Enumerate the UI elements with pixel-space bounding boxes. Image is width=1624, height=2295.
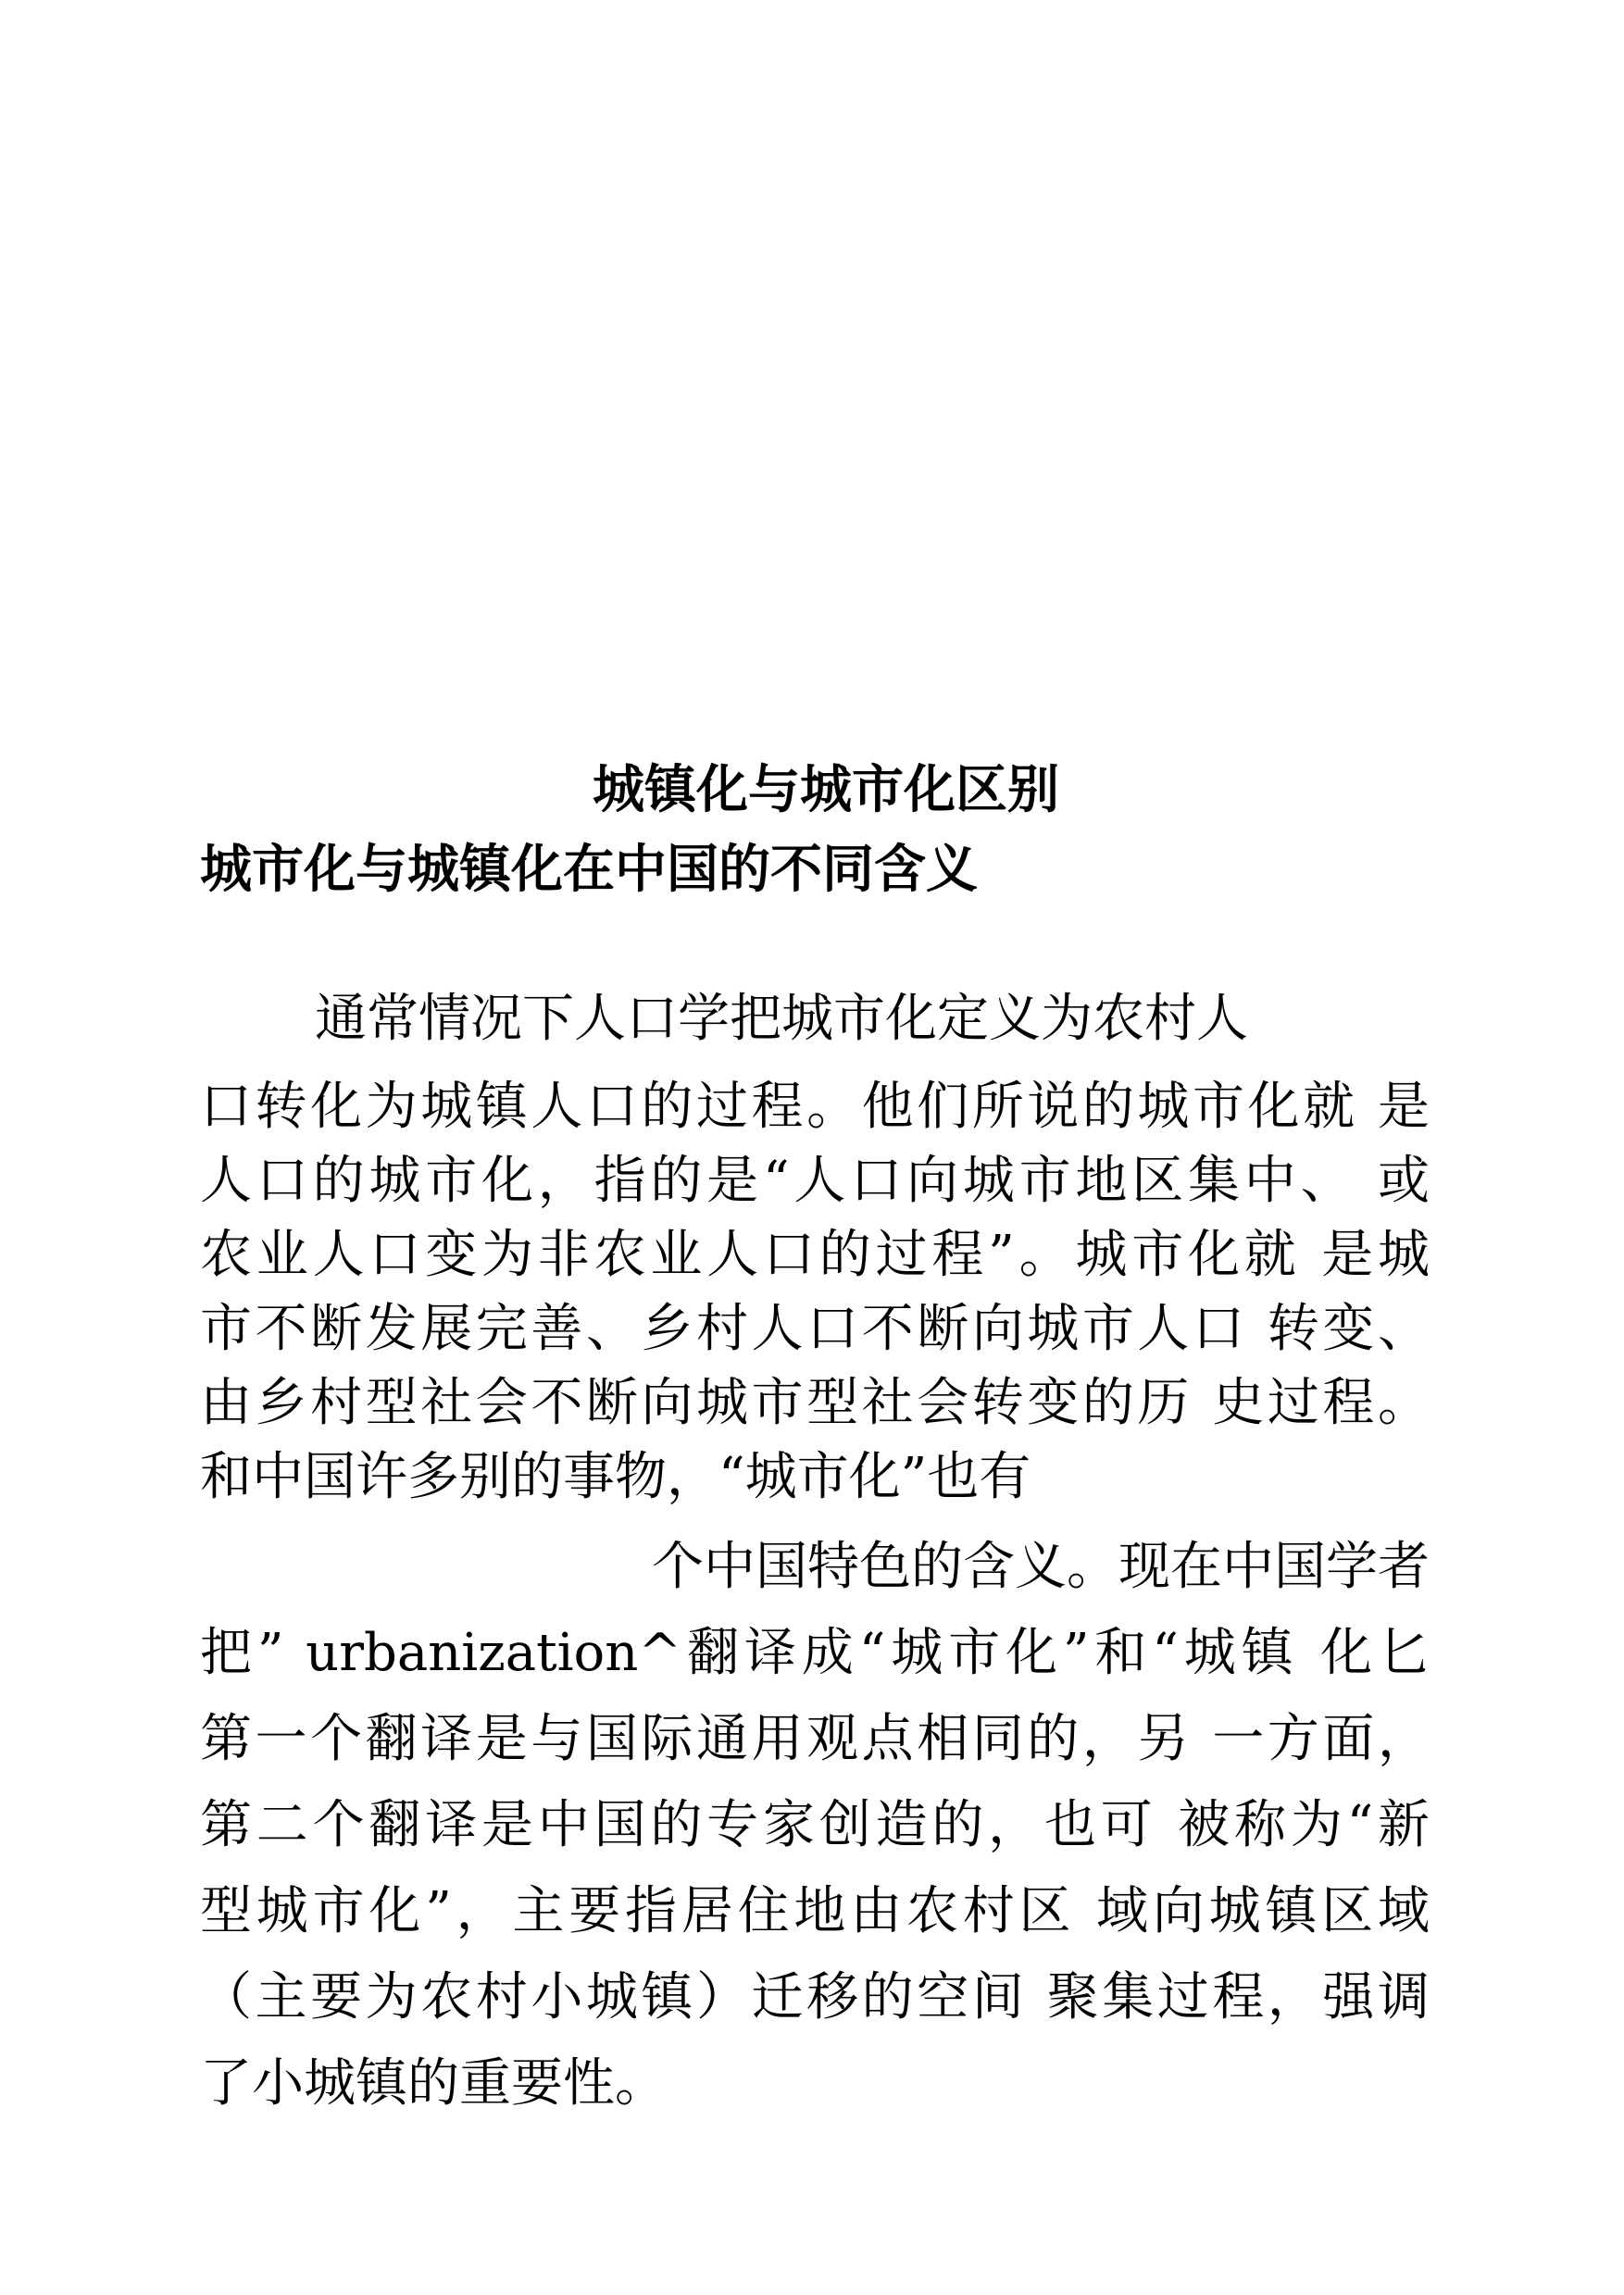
paragraph-1-line-2: 口转化为城镇人口的过程。他们所说的城市化就 是 [200,1077,1430,1137]
document-subtitle: 城市化与城镇化在中国的不同含义 [200,839,978,900]
paragraph-2-line-1: 个中国特色的含义。现在中国学者 [652,1537,1430,1597]
paragraph-1-line-7: 和中国许多别的事物，“城市化”也有 [200,1447,1031,1507]
paragraph-1-line-1: 通常情况下人口学把城市化定义为农村人 [315,989,1248,1049]
paragraph-1-line-4: 农业人口变为非农业人口的过程”。城市化就 是城 [200,1225,1430,1285]
paragraph-2-line-4: 第二个翻译是中国的专家创造的，也可 被称为“新 [200,1795,1430,1855]
paragraph-2-line-7: 了小城镇的重要性。 [200,2053,667,2114]
paragraph-1-line-6: 由乡村型社会不断向城市型社会转变的历 史过程。 [200,1373,1430,1433]
paragraph-2-line-5: 型城市化”，主要指居住地由农村区 域向城镇区域 [200,1881,1430,1941]
paragraph-2-line-2: 把” urbanization^翻译成“城市化”和“城镇 化匕 [200,1623,1430,1683]
document-title: 城镇化与城市化区别 [593,759,1059,820]
paragraph-2-line-3: 第一个翻译是与国际通用观点相同的，另 一方面， [200,1709,1430,1769]
paragraph-1-line-5: 市不断发展完善、乡村人口不断向城市人口 转变、 [200,1299,1430,1359]
paragraph-2-line-6: （主要为农村小城镇）迁移的空间 聚集过程，强调 [200,1967,1430,2027]
paragraph-1-line-3: 人口的城市化，指的是“人口向城市地区集中、 或 [200,1151,1430,1211]
